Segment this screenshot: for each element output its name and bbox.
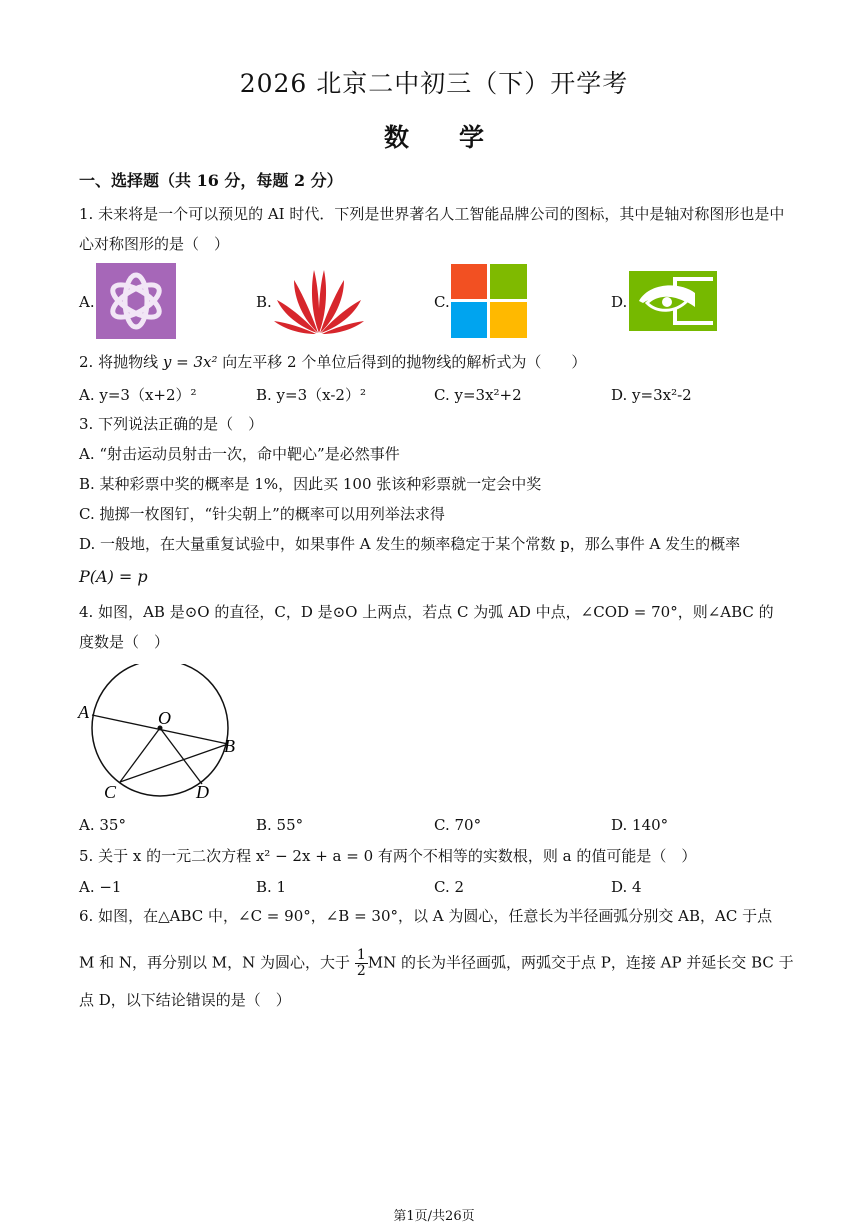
q5-option-a: A. −1	[79, 878, 122, 896]
q4-stem-line2: 度数是（ ）	[79, 633, 170, 651]
q2-stem: 2. 将抛物线 y = 3x² 向左平移 2 个单位后得到的抛物线的解析式为（ ）	[79, 353, 587, 371]
label-c: C	[104, 782, 117, 802]
q3-stem: 3. 下列说法正确的是（ ）	[79, 415, 264, 433]
q1-option-c-label: C.	[434, 293, 450, 311]
q3-option-d-formula: P(A) = p	[79, 567, 148, 586]
q6-stem-line1: 6. 如图，在△ABC 中，∠C = 90°，∠B = 30°，以 A 为圆心，任意长为半径画弧分别交 AB，AC 于点	[79, 907, 773, 925]
huawei-logo-icon	[272, 265, 366, 335]
label-b: B	[224, 736, 235, 756]
fraction-one-half: $\frac{1}{2}$	[356, 947, 366, 979]
q2-option-a: A. y=3（x+2）²	[79, 386, 197, 404]
segment-cb	[120, 744, 228, 782]
subject-title: 数 学	[383, 123, 484, 152]
label-o: O	[158, 708, 171, 728]
segment-oc	[120, 728, 160, 782]
q4-option-b: B. 55°	[256, 816, 304, 834]
q4-option-c: C. 70°	[434, 816, 482, 834]
circle-geometry-figure	[74, 664, 250, 806]
q6-stem-line3: 点 D，以下结论错误的是（ ）	[79, 991, 291, 1009]
q5-option-d: D. 4	[611, 878, 642, 896]
q4-stem-line1: 4. 如图，AB 是⊙O 的直径，C，D 是⊙O 上两点，若点 C 为弧 AD 中点，∠COD = 70°，则∠ABC 的	[79, 603, 774, 621]
q3-option-a: A. “射击运动员射击一次，命中靶心”是必然事件	[79, 445, 400, 463]
q4-option-a: A. 35°	[79, 816, 126, 834]
q1-stem-line1: 1. 未来将是一个可以预见的 AI 时代．下列是世界著名人工智能品牌公司的图标，其中是轴对称图形也是中	[79, 205, 785, 223]
q2-option-d: D. y=3x²-2	[611, 386, 692, 404]
q1-option-d-label: D.	[611, 293, 628, 311]
q6-stem-line2: M 和 N，再分别以 M，N 为圆心，大于 $\frac{1}{2}$ MN 的长为半径画弧，两弧交于点 P，连接 AP 并延长交 BC 于	[79, 947, 794, 979]
q1-option-a-label: A.	[79, 293, 95, 311]
q4-option-d: D. 140°	[611, 816, 669, 834]
q5-option-c: C. 2	[434, 878, 465, 896]
page-number: 第1页/共26页	[393, 1209, 475, 1224]
q1-stem-line2: 心对称图形的是（ ）	[79, 235, 230, 253]
q2-option-c: C. y=3x²+2	[434, 386, 522, 404]
q3-option-b: B. 某种彩票中奖的概率是 1%，因此买 100 张该种彩票就一定会中奖	[79, 475, 542, 493]
exam-title: 2026 北京二中初三（下）开学考	[239, 69, 629, 98]
q3-option-c: C. 抛掷一枚图钉，“针尖朝上”的概率可以用列举法求得	[79, 505, 445, 523]
label-a: A	[78, 702, 89, 722]
openai-logo-icon	[96, 263, 176, 339]
q2-option-b: B. y=3（x-2）²	[256, 386, 366, 404]
section-heading: 一、选择题（共 16 分，每题 2 分）	[79, 171, 343, 190]
q1-option-b-label: B.	[256, 293, 272, 311]
windows-logo-icon	[451, 264, 527, 338]
label-d: D	[196, 782, 209, 802]
q3-option-d: D. 一般地，在大量重复试验中，如果事件 A 发生的频率稳定于某个常数 p，那么事件 A 发生的概率	[79, 535, 741, 553]
nvidia-logo-icon	[629, 271, 717, 331]
q5-option-b: B. 1	[256, 878, 287, 896]
q2-expression: y = 3x²	[162, 353, 218, 371]
q5-stem: 5. 关于 x 的一元二次方程 x² − 2x + a = 0 有两个不相等的实数根，则 a 的值可能是（ ）	[79, 847, 697, 865]
